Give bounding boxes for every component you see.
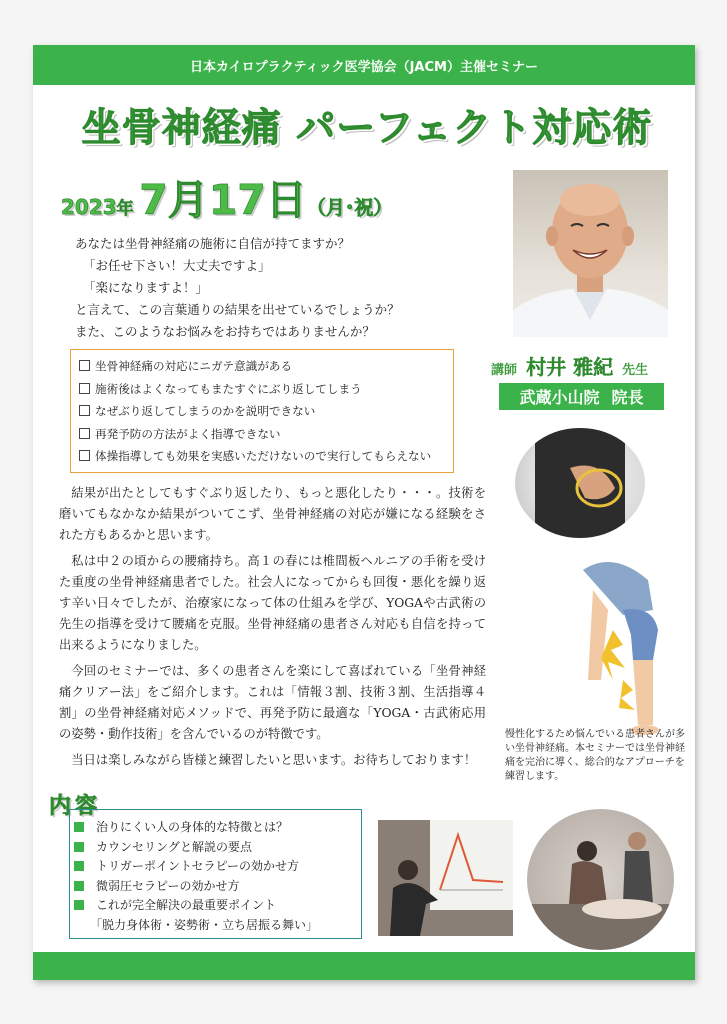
contents-item (96, 857, 351, 877)
intro-line: と言えて、この言葉通りの結果を出せているでしょうか？ (75, 302, 400, 317)
bullet-square-icon (74, 822, 84, 832)
footer-banner (33, 952, 695, 980)
lecturer-name-block (491, 351, 691, 380)
date-month-day: 7月17日 (139, 176, 307, 224)
back-pain-photo (515, 428, 645, 538)
clinic-position: 院長 (611, 388, 644, 407)
seminar-title: 坐骨神経痛 パーフェクト対応術 (81, 106, 653, 151)
contents-item-label: 治りにくい人の身体的な特徴とは？ (96, 820, 289, 834)
contents-item (96, 818, 351, 838)
date-weekday: （月･祝） (306, 197, 393, 219)
photo-caption: 慢性化するため悩んでいる患者さんが多い坐骨神経痛。本セミナーでは坐骨神経痛を完治に導く、総合的なアプローチを練習します。 (505, 729, 685, 782)
clinic-badge (499, 383, 664, 410)
date-year: 2023 (61, 195, 117, 219)
checklist-item-label: 再発予防の方法がよく指導できない (95, 426, 281, 441)
body-paragraph: 結果が出たとしてもすぐぶり返したり、もっと悪化したり・・・。技術を磨いてもなかなか結果がついてこず、坐骨神経痛の対応が嫌になる経験をされた方もあるかと思います。 (59, 486, 486, 542)
lecturer-portrait-photo (513, 170, 668, 337)
contents-item (96, 877, 351, 897)
intro-line: 「お任せ下さい！大丈夫ですよ」 (83, 258, 271, 273)
checklist-item (79, 445, 445, 468)
bullet-square-icon (74, 861, 84, 871)
intro-line: また、このようなお悩みをお持ちではありませんか？ (75, 324, 375, 339)
organizer-text: 日本カイロプラクティック医学協会（JACM）主催セミナー (190, 59, 538, 75)
checklist-item-label: 体操指導しても効果を実感いただけないので実行してもらえない (95, 449, 432, 463)
checkbox-icon (79, 360, 90, 371)
checkbox-icon (79, 405, 90, 416)
intro-line: あなたは坐骨神経痛の施術に自信が持てますか？ (75, 236, 351, 251)
body-text (59, 483, 486, 776)
practice-session-photo (527, 809, 674, 950)
date-year-suffix: 年 (116, 199, 134, 219)
checkbox-icon (79, 450, 90, 461)
contents-item-label: これが完全解決の最重要ポイント (96, 898, 277, 912)
lecturer-name: 村井 雅紀 (526, 355, 614, 379)
body-paragraph: 今回のセミナーでは、多くの患者さんを楽にして喜ばれている「坐骨神経痛クリアー法」をご紹介します。これは「情報３割、技術３割、生活指導４割」の坐骨神経痛対応メソッドで、再発予防に最適な「YOGA・古武術応用の姿勢・動作技術」を含んでいるのが特徴です。 (59, 664, 486, 741)
sciatica-pain-illustration (553, 550, 673, 750)
contents-item-label: 微弱圧セラピーの効かせ方 (96, 878, 240, 893)
lecture-photo (378, 820, 513, 936)
contents-item-label: カウンセリングと解説の要点 (96, 839, 253, 854)
concerns-checklist (70, 349, 454, 473)
bullet-square-icon (74, 842, 84, 852)
contents-heading: 内容 (49, 794, 102, 819)
checklist-item-label: 坐骨神経痛の対応にニガテ意識がある (95, 359, 293, 373)
checkbox-icon (79, 383, 90, 394)
contents-item-label: トリガーポイントセラピーの効かせ方 (96, 859, 300, 873)
checklist-item (79, 423, 445, 446)
checklist-item (79, 400, 445, 423)
seminar-date (61, 167, 392, 226)
intro-text (75, 233, 495, 343)
body-paragraph: 私は中２の頃からの腰痛持ち。高１の春には椎間板ヘルニアの手術を受けた重度の坐骨神経痛患者でした。社会人になってからも回復・悪化を繰り返す辛い日々でしたが、治療家になって体の仕組みを学び、YOGAや古武術の先生の指導を受けて腰痛を克服。坐骨神経痛の患者さん対応も自信を持って出来るようになりました。 (59, 554, 486, 652)
bullet-square-icon (74, 881, 84, 891)
contents-list (69, 809, 362, 939)
flyer-sheet (33, 45, 695, 980)
organizer-banner (33, 45, 695, 85)
body-paragraph: 当日は楽しみながら皆様と練習したいと思います。お待ちしております！ (71, 753, 477, 767)
contents-item (96, 896, 351, 916)
checklist-item-label: 施術後はよくなってもまたすぐにぶり返してしまう (95, 381, 362, 396)
contents-sub-item: 「脱力身体術・姿勢術・立ち居振る舞い」 (90, 917, 319, 932)
contents-item (96, 838, 351, 858)
checklist-item (79, 355, 445, 378)
lecturer-honorific: 先生 (622, 363, 649, 378)
bullet-square-icon (74, 900, 84, 910)
lecturer-role: 講師 (491, 363, 518, 378)
checklist-item-label: なぜぶり返してしまうのかを説明できない (95, 404, 316, 418)
intro-line: 「楽になりますよ！」 (83, 280, 209, 295)
checklist-item (79, 378, 445, 401)
checkbox-icon (79, 428, 90, 439)
clinic-name: 武蔵小山院 (519, 388, 600, 407)
